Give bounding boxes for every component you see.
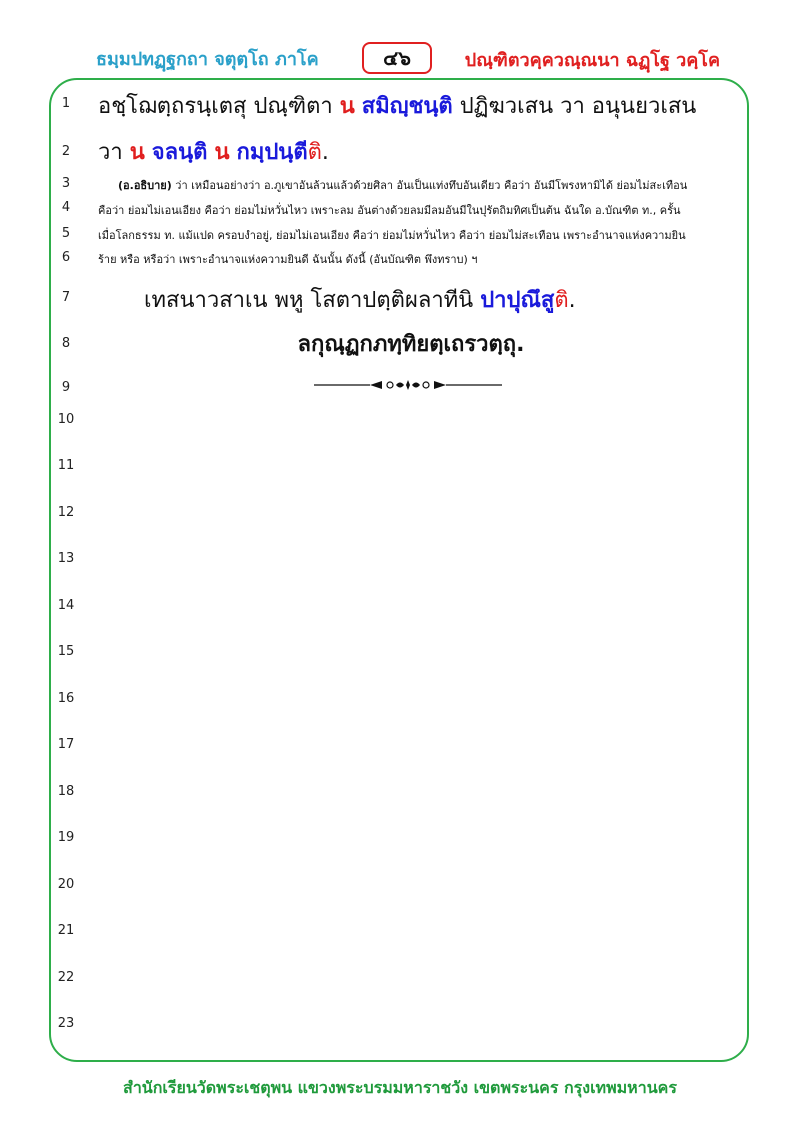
line-number: 20 (57, 877, 75, 892)
pali-text (230, 140, 237, 165)
pali-text: เทสนาวสาเน พหู โสตาปตฺติผลาทีนิ (144, 288, 481, 313)
line-number: 10 (57, 412, 75, 427)
line-number: 7 (61, 290, 71, 305)
line-number: 18 (57, 784, 75, 799)
red-word: น (129, 140, 145, 165)
red-word: น (339, 94, 355, 119)
line-number: 4 (61, 200, 71, 215)
line-number: 5 (61, 226, 71, 241)
pali-text: วา (98, 140, 130, 165)
line-number: 12 (57, 505, 75, 520)
line-number: 2 (61, 144, 71, 159)
pali-text: . (321, 140, 329, 165)
line-number: 9 (61, 380, 71, 395)
blue-word: จลนฺติ (151, 140, 208, 165)
line-number: 21 (57, 923, 75, 938)
commentary-line-4: คือว่า ย่อมไม่เอนเอียง คือว่า ย่อมไม่หวั่นไหว เพราะลม อันต่างด้วยลมมีลมอันมีในปุรัตถิมทิศเป็นต้น ฉันใด อ.บัณฑิต ท., ครั้น (98, 204, 681, 217)
line-number: 3 (61, 176, 71, 191)
line-number: 15 (57, 644, 75, 659)
pali-text (145, 140, 152, 165)
header-left-title: ธมฺมปทฏฺฐกถา จตุตฺโถ ภาโค (96, 49, 319, 70)
line-number: 19 (57, 830, 75, 845)
line-number: 8 (61, 336, 71, 351)
line-number: 17 (57, 737, 75, 752)
line-number: 23 (57, 1016, 75, 1031)
story-title: ลกุณฺฏกภทฺทิยตฺเถรวตฺถุ. (297, 332, 525, 357)
line-number: 11 (57, 458, 75, 473)
commentary-text: ว่า เหมือนอย่างว่า อ.ภูเขาอันล้วนแล้วด้วยศิลา อันเป็นแท่งทึบอันเดียว คือว่า อันมีโพรงหามิได้ ย่อมไม่สะเทือน (171, 179, 688, 192)
pali-line-2 (98, 134, 329, 169)
line-number: 6 (61, 250, 71, 265)
line-number: 1 (61, 96, 71, 111)
commentary-line-5: เมื่อโลกธรรม ท. แม้แปด ครอบงำอยู่, ย่อมไม่เอนเอียง คือว่า ย่อมไม่หวั่นไหว คือว่า ย่อมไม่สะเทือน เพราะอำนาจแห่งความยิน (98, 229, 686, 242)
pali-text (355, 94, 362, 119)
blue-word: กมฺปนฺตี (236, 140, 308, 165)
red-suffix: ติ (554, 288, 569, 313)
line-number: 14 (57, 598, 75, 613)
ornament-divider (310, 378, 506, 392)
commentary-line-6: ร้าย หรือ หรือว่า เพราะอำนาจแห่งความยินดี ฉันนั้น ดังนี้ (อันบัณฑิต พึงทราบ) ฯ (98, 253, 478, 266)
line-number: 13 (57, 551, 75, 566)
blue-word: สมิญฺชนฺติ (361, 94, 453, 119)
footer-institution: สำนักเรียนวัดพระเชตุพน แขวงพระบรมมหาราชวัง เขตพระนคร กรุงเทพมหานคร (123, 1078, 677, 1097)
page-number-box (362, 42, 432, 74)
header-right-title: ปณฺฑิตวคฺควณฺณนา ฉฏฺโฐ วคฺโค (464, 50, 720, 71)
pali-text: อชฺโฌตฺถรนฺเตสุ ปณฺฑิตา (98, 94, 340, 119)
red-suffix: ติ (307, 140, 322, 165)
pali-text: . (568, 288, 576, 313)
red-word: น (214, 140, 230, 165)
page-number: ๔๖ (383, 46, 411, 70)
commentary-line-3 (118, 176, 724, 194)
commentary-label: (อ.อธิบาย) (118, 179, 172, 192)
line-number: 22 (57, 970, 75, 985)
pali-text: ปฏิฆวเสน วา อนุนยวเสน (452, 94, 697, 119)
blue-word: ปาปุณึสู (480, 288, 555, 313)
pali-line-7 (144, 282, 576, 317)
line-number: 16 (57, 691, 75, 706)
pali-line-1 (98, 88, 696, 123)
